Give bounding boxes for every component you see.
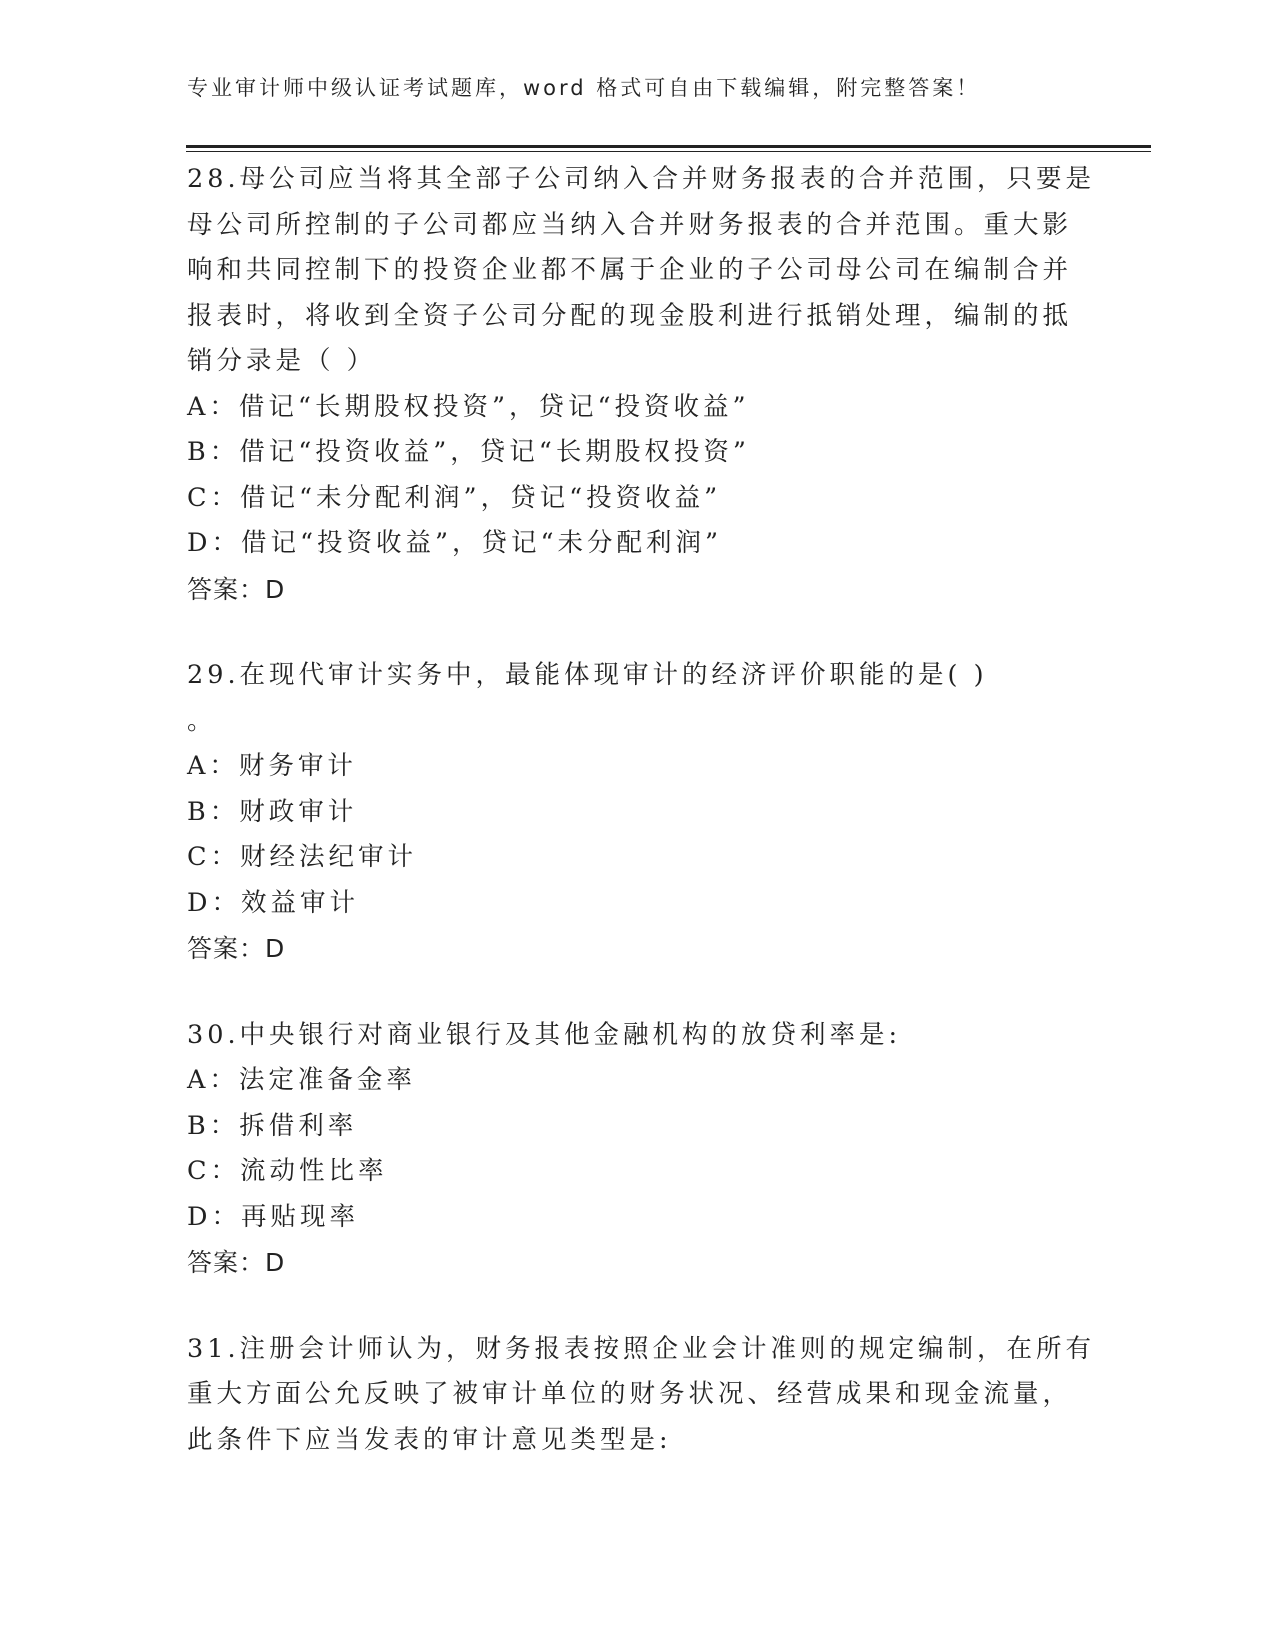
header-divider-thick [186, 145, 1151, 148]
question-stem-line: 29.在现代审计实务中，最能体现审计的经济评价职能的是( ) [187, 660, 988, 690]
option-d: D：效益审计 [187, 887, 359, 918]
question-list [187, 157, 1096, 1463]
question-spacer [187, 612, 1087, 653]
option-b: B：财政审计 [187, 796, 358, 827]
question-stem-line: 30.中央银行对商业银行及其他金融机构的放贷利率是: [187, 1019, 902, 1050]
question-28 [187, 157, 1096, 612]
option-b: B：借记“投资收益”，贷记“长期股权投资” [187, 437, 750, 467]
question-stem-line: 。 [187, 705, 217, 736]
question-stem-line: 销分录是（ ） [187, 346, 377, 376]
question-stem-line: 28.母公司应当将其全部子公司纳入合并财务报表的合并范围，只要是 [187, 164, 1096, 194]
question-stem-line: 31.注册会计师认为，财务报表按照企业会计准则的规定编制，在所有 [187, 1333, 1096, 1364]
question-stem-line: 响和共同控制下的投资企业都不属于企业的子公司母公司在编制合并 [187, 255, 1073, 285]
question-stem-line: 报表时，将收到全资子公司分配的现金股利进行抵销处理，编制的抵 [187, 300, 1073, 331]
option-b: B：拆借利率 [187, 1110, 358, 1141]
question-spacer [187, 1286, 1087, 1327]
answer-line: 答案：D [187, 934, 286, 963]
question-stem-line: 母公司所控制的子公司都应当纳入合并财务报表的合并范围。重大影 [187, 209, 1073, 240]
option-d: D：借记“投资收益”，贷记“未分配利润” [187, 528, 723, 558]
question-stem-line: 此条件下应当发表的审计意见类型是: [187, 1424, 672, 1455]
question-29 [187, 653, 1087, 972]
option-d: D：再贴现率 [187, 1201, 359, 1232]
question-30 [187, 1013, 1087, 1286]
answer-line: 答案：D [187, 1248, 286, 1277]
option-a: A：财务审计 [187, 751, 357, 781]
header-divider-thin [186, 151, 1151, 152]
answer-line: 答案：D [187, 574, 286, 604]
question-spacer [187, 972, 1087, 1013]
page-header: 专业审计师中级认证考试题库，word 格式可自由下载编辑，附完整答案！ [187, 76, 981, 100]
question-31 [187, 1327, 1096, 1464]
question-stem-line: 重大方面公允反映了被审计单位的财务状况、经营成果和现金流量， [187, 1379, 1073, 1409]
option-c: C：财经法纪审计 [187, 842, 418, 872]
option-a: A：借记“长期股权投资”，贷记“投资收益” [187, 391, 750, 422]
option-a: A：法定准备金率 [187, 1065, 416, 1095]
option-c: C：借记“未分配利润”，贷记“投资收益” [187, 482, 722, 513]
option-c: C：流动性比率 [187, 1156, 388, 1186]
